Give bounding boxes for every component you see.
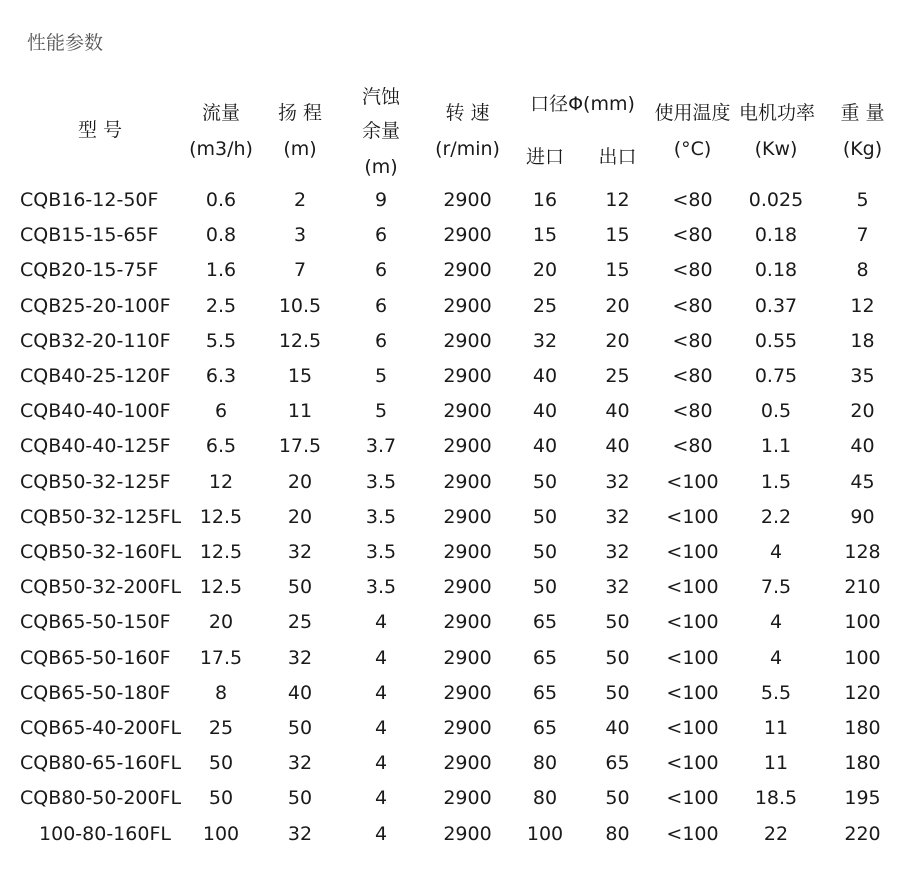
cell-weight: 8 [856, 259, 869, 282]
cell-flow: 20 [208, 611, 234, 634]
cell-flow: 2.5 [205, 294, 237, 317]
cell-outlet: 50 [605, 646, 630, 669]
cell-npsh: 4 [374, 822, 388, 845]
cell-head: 7 [293, 259, 307, 282]
cell-weight: 180 [844, 717, 881, 739]
cell-temp: <100 [666, 787, 719, 810]
cell-npsh: 9 [374, 189, 388, 211]
cell-head: 32 [287, 646, 313, 669]
cell-temp: <100 [666, 541, 719, 563]
header-power-unit: (Kw) [754, 138, 798, 160]
cell-power: 0.55 [754, 329, 798, 352]
cell-weight: 90 [850, 505, 875, 528]
cell-head: 10.5 [278, 294, 322, 317]
cell-model: CQB20-15-75F [20, 259, 159, 282]
cell-inlet: 100 [526, 822, 564, 845]
cell-outlet: 20 [605, 329, 630, 352]
header-speed: 转 速 [445, 102, 490, 124]
cell-flow: 6.5 [205, 435, 237, 458]
cell-temp: <80 [672, 294, 713, 317]
cell-npsh: 6 [374, 329, 388, 352]
cell-inlet: 65 [532, 681, 558, 704]
cell-speed: 2900 [443, 505, 492, 528]
cell-head: 40 [287, 681, 313, 704]
cell-speed: 2900 [443, 717, 492, 739]
cell-npsh: 3.5 [365, 470, 397, 493]
cell-head: 11 [287, 400, 313, 423]
cell-power: 5.5 [760, 681, 792, 704]
cell-head: 20 [287, 505, 313, 528]
cell-speed: 2900 [443, 470, 492, 493]
cell-temp: <100 [666, 752, 719, 775]
cell-weight: 18 [850, 329, 875, 352]
cell-model: CQB50-32-160FL [20, 541, 182, 563]
cell-model: CQB50-32-125FL [20, 505, 182, 528]
cell-inlet: 25 [532, 294, 558, 317]
cell-npsh: 4 [374, 681, 388, 704]
table-row [0, 605, 900, 640]
cell-temp: <80 [672, 259, 713, 282]
cell-outlet: 32 [605, 505, 630, 528]
header-temp-unit: (°C) [673, 138, 712, 160]
cell-speed: 2900 [443, 646, 492, 669]
cell-speed: 2900 [443, 365, 492, 387]
cell-flow: 0.8 [205, 224, 237, 247]
table-row [0, 535, 900, 570]
cell-temp: <80 [672, 365, 713, 387]
header-npsh-2: 余量 [361, 120, 400, 142]
cell-flow: 8 [214, 681, 228, 704]
cell-inlet: 50 [532, 470, 558, 493]
cell-outlet: 25 [605, 365, 630, 387]
cell-flow: 12.5 [199, 541, 243, 563]
cell-speed: 2900 [443, 611, 492, 634]
cell-speed: 2900 [443, 400, 492, 423]
cell-weight: 100 [844, 611, 881, 634]
cell-head: 2 [293, 189, 307, 211]
table-row [0, 359, 900, 394]
cell-flow: 0.6 [205, 189, 237, 211]
table-row [0, 324, 900, 359]
table-row [0, 429, 900, 464]
cell-outlet: 32 [605, 576, 630, 599]
cell-head: 50 [287, 717, 313, 739]
cell-head: 3 [293, 224, 307, 247]
cell-weight: 120 [844, 681, 881, 704]
cell-outlet: 65 [605, 752, 630, 775]
cell-temp: <80 [672, 435, 713, 458]
cell-inlet: 80 [532, 787, 558, 810]
cell-temp: <100 [666, 646, 719, 669]
cell-temp: <100 [666, 611, 719, 634]
cell-speed: 2900 [443, 752, 492, 775]
cell-temp: <100 [666, 681, 719, 704]
cell-npsh: 3.5 [365, 576, 397, 599]
header-diameter: 口径Φ(mm) [530, 93, 635, 115]
cell-head: 15 [287, 365, 313, 387]
cell-flow: 6 [214, 400, 228, 423]
cell-weight: 40 [850, 435, 875, 458]
cell-speed: 2900 [443, 541, 492, 563]
cell-head: 32 [287, 822, 313, 845]
cell-flow: 17.5 [199, 646, 243, 669]
cell-npsh: 4 [374, 752, 388, 775]
cell-inlet: 50 [532, 505, 558, 528]
cell-npsh: 6 [374, 259, 388, 282]
cell-model: CQB65-50-180F [20, 681, 171, 704]
cell-model: CQB15-15-65F [20, 224, 159, 247]
cell-temp: <100 [666, 822, 719, 845]
cell-npsh: 5 [374, 400, 388, 423]
cell-weight: 220 [844, 822, 881, 845]
cell-power: 0.18 [754, 259, 798, 282]
header-flow: 流量 [201, 102, 240, 124]
cell-power: 22 [763, 822, 789, 845]
cell-head: 17.5 [278, 435, 322, 458]
cell-flow: 50 [208, 752, 234, 775]
table-row [0, 676, 900, 711]
cell-inlet: 80 [532, 752, 558, 775]
cell-outlet: 15 [605, 224, 630, 247]
cell-power: 11 [763, 752, 789, 775]
cell-speed: 2900 [443, 294, 492, 317]
cell-weight: 35 [850, 365, 875, 387]
cell-npsh: 4 [374, 611, 388, 634]
cell-inlet: 40 [532, 435, 558, 458]
cell-speed: 2900 [443, 259, 492, 282]
header-flow-unit: (m3/h) [189, 138, 253, 160]
header-npsh: 汽蚀 [361, 86, 400, 108]
cell-weight: 210 [844, 576, 881, 599]
cell-inlet: 40 [532, 400, 558, 423]
header-head-unit: (m) [283, 138, 317, 160]
cell-power: 1.5 [760, 470, 792, 493]
table-row [0, 817, 900, 852]
cell-temp: <100 [666, 717, 719, 739]
cell-head: 25 [287, 611, 313, 634]
cell-flow: 1.6 [205, 259, 237, 282]
table-row [0, 570, 900, 605]
cell-power: 0.75 [754, 365, 798, 387]
cell-inlet: 15 [532, 224, 558, 247]
cell-flow: 12.5 [199, 505, 243, 528]
cell-model: CQB50-32-200FL [20, 576, 182, 599]
table-row [0, 781, 900, 816]
cell-inlet: 20 [532, 259, 558, 282]
cell-inlet: 50 [532, 541, 558, 563]
cell-power: 4 [769, 541, 783, 563]
cell-power: 1.1 [760, 435, 792, 458]
cell-npsh: 3.5 [365, 505, 397, 528]
cell-power: 0.18 [754, 224, 798, 247]
cell-weight: 45 [850, 470, 875, 493]
cell-head: 50 [287, 576, 313, 599]
cell-power: 2.2 [760, 505, 792, 528]
cell-head: 12.5 [278, 329, 322, 352]
cell-outlet: 32 [605, 541, 630, 563]
cell-weight: 128 [844, 541, 881, 563]
header-head: 扬 程 [277, 102, 323, 124]
cell-outlet: 32 [605, 470, 630, 493]
table-row [0, 746, 900, 781]
cell-flow: 6.3 [205, 365, 237, 387]
cell-speed: 2900 [443, 189, 492, 211]
cell-weight: 180 [844, 752, 881, 775]
cell-head: 32 [287, 752, 313, 775]
cell-inlet: 65 [532, 717, 558, 739]
cell-outlet: 20 [605, 294, 630, 317]
cell-temp: <80 [672, 329, 713, 352]
cell-speed: 2900 [443, 822, 492, 845]
cell-model: CQB80-65-160FL [20, 752, 182, 775]
cell-temp: <100 [666, 576, 719, 599]
cell-inlet: 65 [532, 611, 558, 634]
cell-npsh: 3.7 [365, 435, 397, 458]
cell-power: 0.5 [760, 400, 792, 423]
cell-speed: 2900 [443, 681, 492, 704]
header-inlet: 进口 [525, 146, 564, 168]
table-row [0, 289, 900, 324]
cell-outlet: 15 [605, 259, 630, 282]
header-outlet: 出口 [598, 146, 637, 168]
cell-temp: <80 [672, 400, 713, 423]
cell-inlet: 65 [532, 646, 558, 669]
cell-model: CQB50-32-125F [20, 470, 171, 493]
cell-outlet: 50 [605, 611, 630, 634]
cell-power: 11 [763, 717, 789, 739]
cell-flow: 50 [208, 787, 234, 810]
table-row [0, 711, 900, 746]
cell-outlet: 80 [605, 822, 630, 845]
cell-model: CQB40-25-120F [20, 365, 171, 387]
cell-temp: <80 [672, 189, 713, 211]
cell-npsh: 4 [374, 646, 388, 669]
cell-model: CQB65-50-160F [20, 646, 171, 669]
table-row [0, 465, 900, 500]
cell-weight: 5 [856, 189, 869, 211]
header-weight-unit: (Kg) [842, 138, 883, 160]
cell-temp: <100 [666, 505, 719, 528]
cell-outlet: 50 [605, 787, 630, 810]
table-row [0, 218, 900, 253]
cell-model: CQB40-40-125F [20, 435, 171, 458]
table-row [0, 641, 900, 676]
cell-npsh: 6 [374, 224, 388, 247]
cell-inlet: 16 [532, 189, 558, 211]
page-title: 性能参数 [27, 32, 104, 54]
cell-model: CQB80-50-200FL [20, 787, 182, 810]
cell-model: CQB16-12-50F [20, 189, 159, 211]
cell-npsh: 3.5 [365, 541, 397, 563]
cell-speed: 2900 [443, 329, 492, 352]
cell-flow: 12 [208, 470, 234, 493]
cell-weight: 7 [856, 224, 869, 247]
cell-outlet: 40 [605, 400, 630, 423]
cell-npsh: 6 [374, 294, 388, 317]
cell-weight: 195 [844, 787, 881, 810]
cell-power: 0.025 [748, 189, 804, 211]
cell-flow: 100 [202, 822, 240, 845]
cell-inlet: 40 [532, 365, 558, 387]
cell-weight: 20 [850, 400, 875, 423]
cell-speed: 2900 [443, 435, 492, 458]
header-speed-unit: (r/min) [435, 138, 500, 160]
cell-model: CQB25-20-100F [20, 294, 171, 317]
cell-flow: 5.5 [205, 329, 237, 352]
cell-model: CQB32-20-110F [20, 329, 171, 352]
cell-weight: 100 [844, 646, 881, 669]
cell-speed: 2900 [443, 787, 492, 810]
cell-temp: <80 [672, 224, 713, 247]
header-weight: 重 量 [840, 102, 885, 124]
cell-outlet: 40 [605, 717, 630, 739]
cell-outlet: 40 [605, 435, 630, 458]
cell-power: 18.5 [754, 787, 798, 810]
cell-npsh: 4 [374, 787, 388, 810]
cell-model: CQB40-40-100F [20, 400, 171, 423]
cell-outlet: 12 [605, 189, 630, 211]
cell-npsh: 5 [374, 365, 388, 387]
header-npsh-unit: (m) [364, 156, 398, 178]
cell-outlet: 50 [605, 681, 630, 704]
cell-power: 4 [769, 611, 783, 634]
cell-npsh: 4 [374, 717, 388, 739]
cell-power: 0.37 [754, 294, 798, 317]
cell-power: 4 [769, 646, 783, 669]
cell-speed: 2900 [443, 224, 492, 247]
cell-power: 7.5 [760, 576, 792, 599]
table-row [0, 500, 900, 535]
cell-inlet: 50 [532, 576, 558, 599]
cell-head: 20 [287, 470, 313, 493]
header-model: 型 号 [77, 119, 123, 141]
cell-temp: <100 [666, 470, 719, 493]
cell-weight: 12 [850, 294, 875, 317]
table-row [0, 394, 900, 429]
cell-inlet: 32 [532, 329, 558, 352]
cell-head: 32 [287, 541, 313, 563]
header-temp: 使用温度 [654, 102, 731, 124]
table-row [0, 183, 900, 218]
cell-speed: 2900 [443, 576, 492, 599]
cell-head: 50 [287, 787, 313, 810]
header-power: 电机功率 [738, 102, 815, 124]
cell-model: 100-80-160FL [39, 822, 171, 845]
cell-flow: 25 [208, 717, 234, 739]
cell-model: CQB65-40-200FL [20, 717, 182, 739]
cell-model: CQB65-50-150F [20, 611, 171, 634]
table-row [0, 253, 900, 288]
cell-flow: 12.5 [199, 576, 243, 599]
